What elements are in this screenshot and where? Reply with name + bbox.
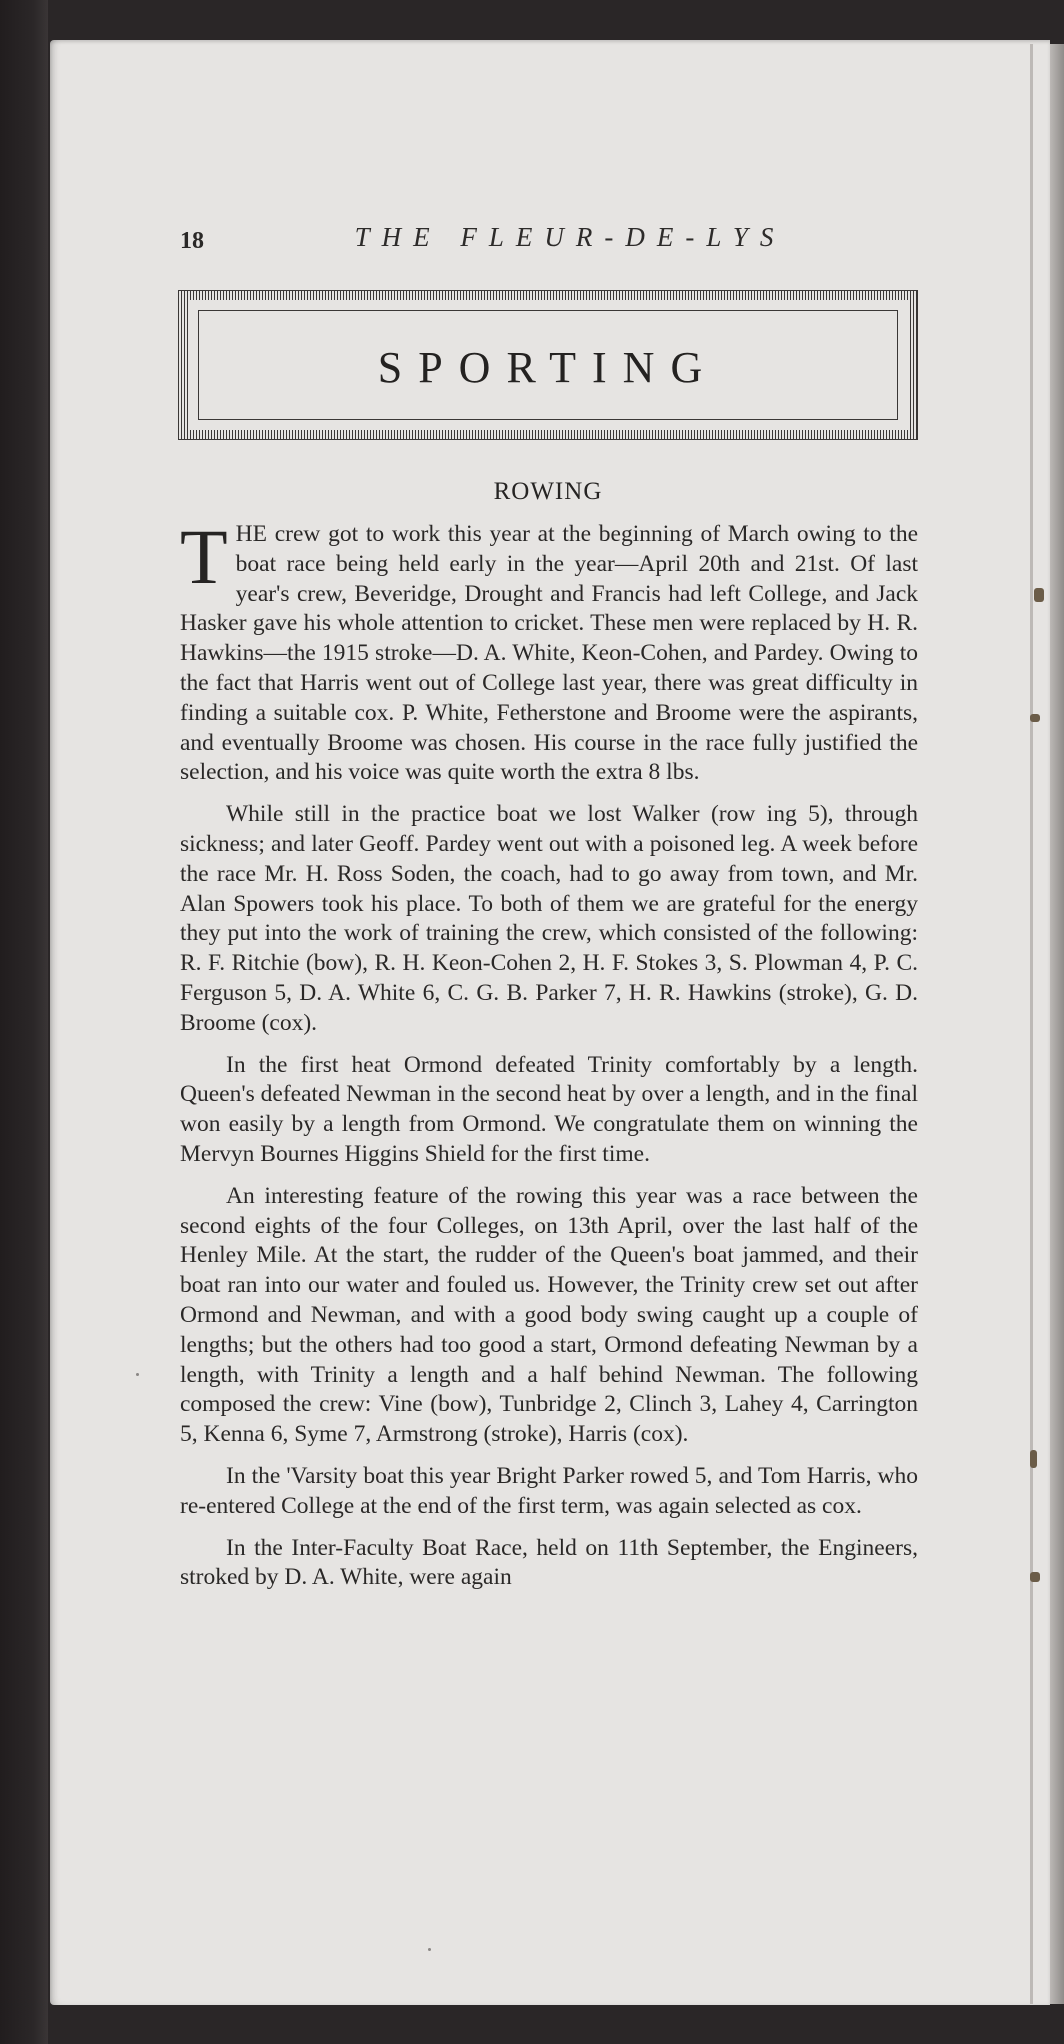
paragraph — [180, 513, 918, 788]
running-header — [180, 222, 920, 268]
book-edge-left — [0, 0, 48, 2044]
drop-cap: T — [180, 513, 228, 600]
binding-line — [1030, 44, 1033, 2004]
stray-mark — [136, 1373, 139, 1376]
running-title: THE FLEUR-DE-LYS — [354, 222, 786, 252]
paragraph: In the Inter-Faculty Boat Race, held on 11th September, the Engineers, stroked by D. A. White, were again — [180, 1534, 918, 1591]
staple-mark — [1030, 714, 1040, 722]
paragraph: An interesting feature of the rowing this year was a race between the second eights of the four Colleges, on 13th April, over the last half of the Henley Mile. At the start, the rudder of the Queen's boat jammed, and their boat ran into our water and fouled us. However, the Trinity crew set out after Ormond and Newman, and with a good body swing caught up a couple of lengths; but the others had too good a start, Ormond defeating Newman by a length, with Trinity a length and a half behind Newman. The following composed the crew: Vine (bow), Tunbridge 2, Clinch 3, Lahey 4, Carrington 5, Kenna 6, Syme 7, Armstrong (stroke), Harris (cox). — [180, 1182, 918, 1448]
section-title: SPORTING — [377, 343, 719, 392]
stray-mark — [428, 1948, 431, 1951]
paragraph: While still in the practice boat we lost Walker (row ing 5), through sickness; and later Geoff. Pardey went out with a poisoned leg. A week before the race Mr. H. Ross Soden, the coach, had to go away from town, and Mr. Alan Spowers took his place. To both of them we are grateful for the energy they put into the work of training the crew, which consisted of the following: R. F. Ritchie (bow), R. H. Keon-Cohen 2, H. F. Stokes 3, S. Plowman 4, P. C. Ferguson 5, D. A. White 6, C. G. B. Parker 7, H. R. Hawkins (stroke), G. D. Broome (cox). — [180, 801, 918, 1036]
paragraph: In the 'Varsity boat this year Bright Parker rowed 5, and Tom Harris, who re-entered College at the end of the first term, was again selected as cox. — [180, 1462, 918, 1519]
section-subheading: ROWING — [493, 478, 603, 505]
page-number: 18 — [180, 228, 204, 254]
section-title-box — [178, 290, 918, 440]
staple-mark — [1030, 1450, 1037, 1468]
staple-mark — [1034, 588, 1044, 602]
staple-mark — [1030, 1572, 1040, 1582]
article-body — [180, 513, 918, 1605]
paragraph: In the first heat Ormond defeated Trinity comfortably by a length. Queen's defeated Newman in the second heat by over a length, and in the final won easily by a length from Ormond. We congratulate them on winning the Mervyn Bournes Higgins Shield for the first time. — [180, 1051, 918, 1167]
paragraph-text: HE crew got to work this year at the beginning of March owing to the boat race being held early in the year—April 20th and 21st. Of last year's crew, Beveridge, Drought and Francis had left College, and Jack Hasker gave his whole attention to cricket. These men were replaced by H. R. Hawkins—the 1915 stroke—D. A. White, Keon-Cohen, and Pardey. Owing to the fact that Harris went out of College last year, there was great difficulty in finding a suitable cox. P. White, Fetherstone and Broome were the aspirants, and eventually Broome was chosen. His course in the race fully justified the selection, and his voice was quite worth the extra 8 lbs. — [180, 521, 918, 786]
